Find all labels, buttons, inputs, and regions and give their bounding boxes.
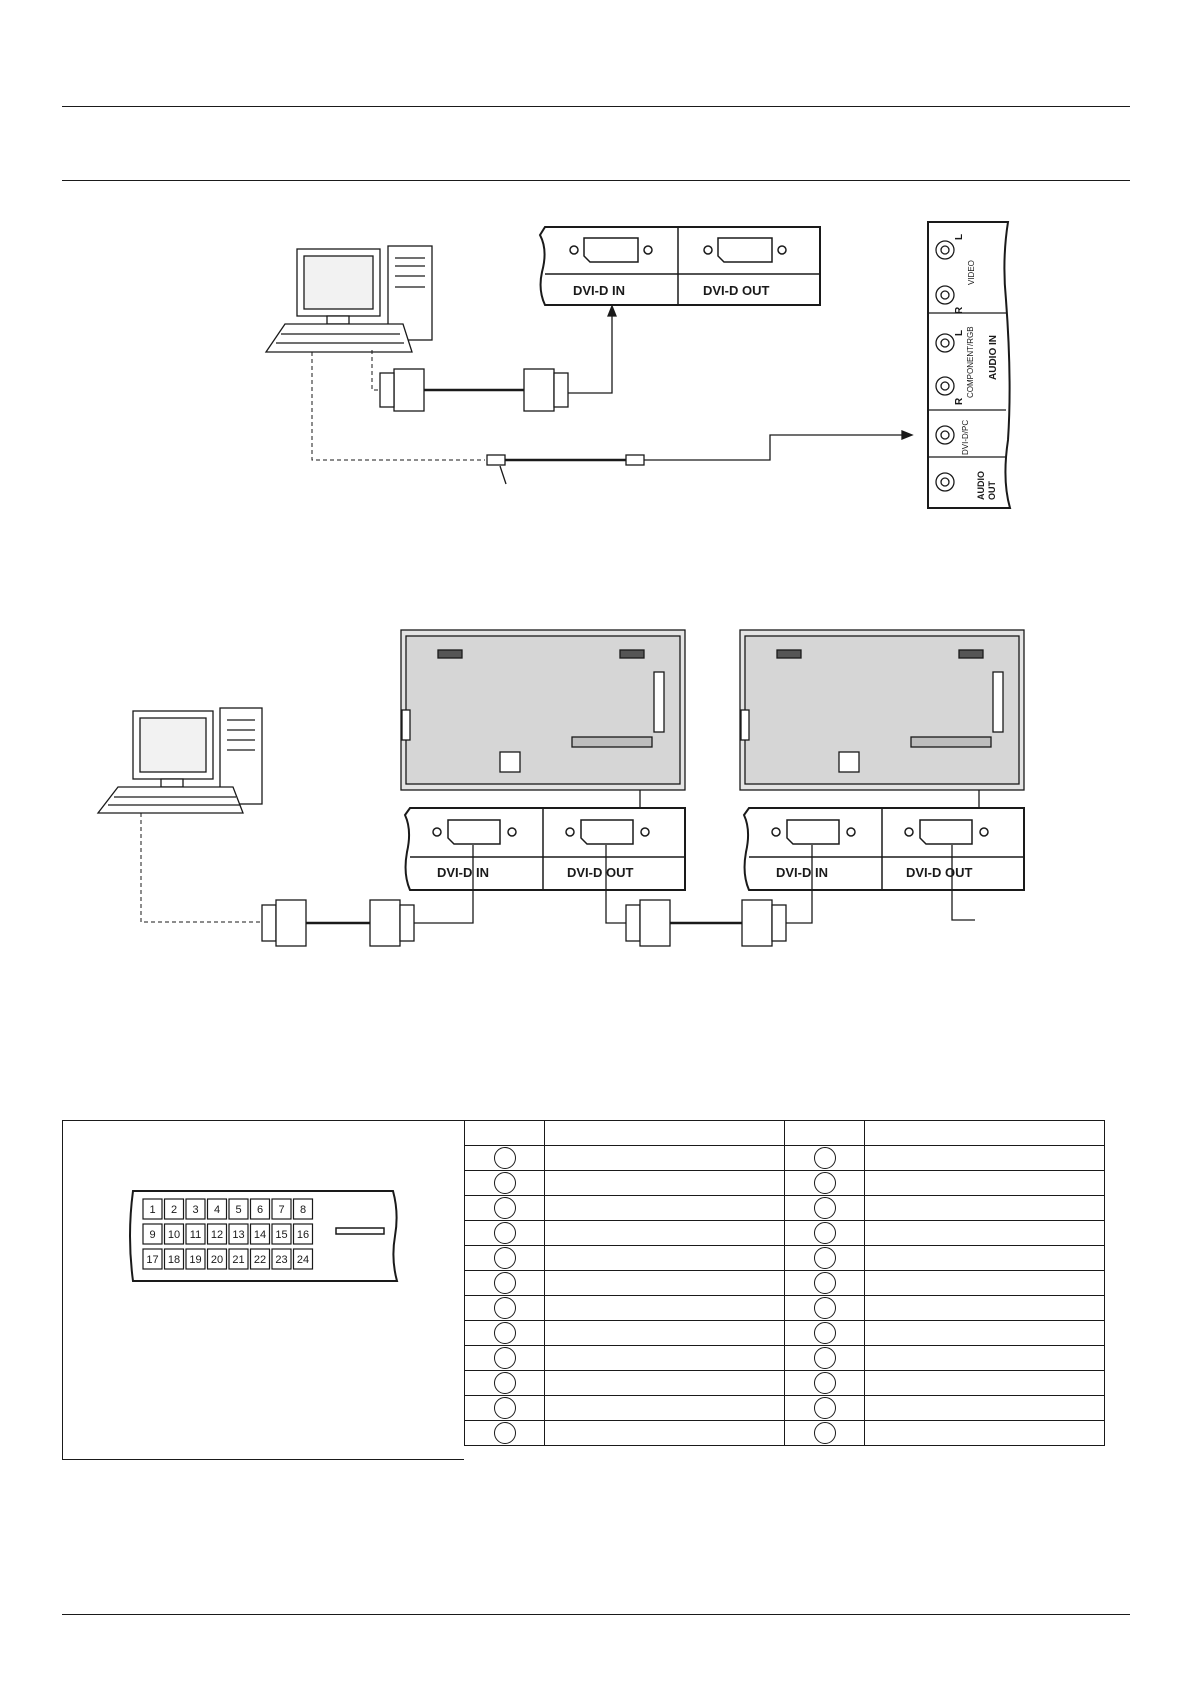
pin-circle-icon: [814, 1297, 836, 1319]
table-cell: [865, 1396, 1105, 1421]
pin-circle-icon: [494, 1347, 516, 1369]
pin-circle-icon: [494, 1222, 516, 1244]
header-cell: [865, 1121, 1105, 1146]
video-r-label: R: [954, 306, 965, 314]
table-cell: [865, 1421, 1105, 1446]
table-cell: [865, 1146, 1105, 1171]
audio-in-label: AUDIO IN: [988, 335, 999, 380]
table-cell: [545, 1171, 785, 1196]
table-row: [465, 1321, 1105, 1346]
pin-number: 9: [149, 1229, 156, 1241]
pin-circle-icon: [494, 1172, 516, 1194]
table-cell: [545, 1371, 785, 1396]
component-l-label: L: [954, 329, 965, 336]
table-cell: [865, 1171, 1105, 1196]
table-cell: [785, 1396, 865, 1421]
pin-circle-icon: [814, 1197, 836, 1219]
pin-number: 15: [275, 1229, 288, 1241]
table-row: [465, 1171, 1105, 1196]
component-r-label: R: [954, 397, 965, 405]
pin-number: 1: [149, 1204, 156, 1216]
table-cell: [545, 1246, 785, 1271]
table-cell: [465, 1221, 545, 1246]
pin-circle-icon: [494, 1422, 516, 1444]
table-cell: [785, 1421, 865, 1446]
display-1-dvi-out-label: DVI-D OUT: [567, 865, 634, 880]
table-cell: [545, 1296, 785, 1321]
pin-circle-icon: [814, 1222, 836, 1244]
pin-number: 20: [210, 1254, 224, 1266]
table-row: [465, 1146, 1105, 1171]
table-cell: [865, 1296, 1105, 1321]
pin-number: 14: [253, 1229, 267, 1241]
table-cell: [785, 1196, 865, 1221]
table-cell: [865, 1196, 1105, 1221]
pin-number: 7: [278, 1204, 285, 1216]
pin-circle-icon: [494, 1247, 516, 1269]
table-row: [465, 1296, 1105, 1321]
table-cell: [465, 1246, 545, 1271]
table-cell: [785, 1346, 865, 1371]
table-row: [465, 1221, 1105, 1246]
pin-number: 13: [232, 1229, 245, 1241]
table-cell: [785, 1321, 865, 1346]
table-cell: [465, 1196, 545, 1221]
table-cell: [785, 1271, 865, 1296]
table-cell: [545, 1221, 785, 1246]
pin-circle-icon: [494, 1322, 516, 1344]
table-cell: [865, 1371, 1105, 1396]
pin-number: 12: [210, 1229, 224, 1241]
table-cell: [465, 1146, 545, 1171]
pin-number: 21: [232, 1254, 245, 1266]
pin-number: 8: [299, 1204, 307, 1216]
table-row: [465, 1396, 1105, 1421]
table-cell: [465, 1346, 545, 1371]
display-1-terminal: [405, 790, 685, 890]
pin-circle-icon: [494, 1147, 516, 1169]
pin-number: 22: [253, 1254, 267, 1266]
pin-flat-blade: [336, 1228, 384, 1234]
table-cell: [865, 1346, 1105, 1371]
pin-number: 3: [192, 1204, 199, 1216]
dvi-pin-layout-diagram: [63, 1121, 465, 1461]
table-cell: [465, 1321, 545, 1346]
table-cell: [865, 1246, 1105, 1271]
pin-number: 18: [167, 1254, 181, 1266]
table-cell: [785, 1246, 865, 1271]
pin-circle-icon: [814, 1322, 836, 1344]
dashed-lead-chain: [141, 813, 262, 922]
pin-circle-icon: [814, 1247, 836, 1269]
component-label: COMPONENT/RGB: [966, 326, 975, 398]
table-cell: [545, 1321, 785, 1346]
table-row: [465, 1271, 1105, 1296]
table-cell: [545, 1146, 785, 1171]
pin-circle-icon: [494, 1297, 516, 1319]
pin-number: 17: [146, 1254, 159, 1266]
pin-circle-icon: [814, 1172, 836, 1194]
table-row: [465, 1346, 1105, 1371]
pin-circle-icon: [814, 1372, 836, 1394]
pin-circle-icon: [494, 1372, 516, 1394]
header-cell: [545, 1121, 785, 1146]
footer-rule: [62, 1614, 1130, 1615]
pin-number: 19: [189, 1254, 202, 1266]
table-cell: [865, 1321, 1105, 1346]
table-cell: [865, 1221, 1105, 1246]
table-cell: [465, 1421, 545, 1446]
display-1-back: [401, 630, 685, 790]
pin-circle-icon: [814, 1397, 836, 1419]
pin-number: 11: [189, 1229, 202, 1241]
table-header-row: [465, 1121, 1105, 1146]
pin-circle-icon: [494, 1197, 516, 1219]
video-label: VIDEO: [967, 260, 976, 285]
pin-number: 4: [213, 1204, 221, 1216]
pin-circle-icon: [814, 1147, 836, 1169]
display-2-terminal: [744, 790, 1024, 890]
pin-number: 10: [167, 1229, 181, 1241]
pin-layout-box: [62, 1120, 464, 1460]
table-cell: [465, 1296, 545, 1321]
pin-circle-icon: [814, 1422, 836, 1444]
pin-number: 2: [170, 1204, 178, 1216]
display-1-dvi-in-label: DVI-D IN: [437, 865, 489, 880]
pin-assignment-table: [464, 1120, 1105, 1446]
table-row: [465, 1246, 1105, 1271]
dvi-in-label: DVI-D IN: [573, 283, 625, 298]
computer-icon-2: [98, 708, 262, 813]
table-cell: [785, 1171, 865, 1196]
video-l-label: L: [954, 233, 965, 240]
display-2-dvi-in-label: DVI-D IN: [776, 865, 828, 880]
table-cell: [465, 1271, 545, 1296]
dvi-pc-label: DVI-D/PC: [961, 419, 970, 455]
pin-circle-icon: [814, 1272, 836, 1294]
table-cell: [465, 1371, 545, 1396]
header-cell: [465, 1121, 545, 1146]
header-cell: [785, 1121, 865, 1146]
table-cell: [785, 1221, 865, 1246]
pin-number: 16: [296, 1229, 310, 1241]
audio-out-label-1: AUDIO: [976, 471, 986, 500]
table-cell: [465, 1171, 545, 1196]
pin-circle-icon: [494, 1397, 516, 1419]
table-cell: [785, 1146, 865, 1171]
pin-circle-icon: [494, 1272, 516, 1294]
table-cell: [545, 1196, 785, 1221]
table-cell: [545, 1346, 785, 1371]
table-cell: [785, 1371, 865, 1396]
pin-number: 23: [275, 1254, 288, 1266]
table-cell: [545, 1421, 785, 1446]
table-row: [465, 1196, 1105, 1221]
table-cell: [865, 1271, 1105, 1296]
table-cell: [545, 1396, 785, 1421]
table-cell: [785, 1296, 865, 1321]
table-row: [465, 1421, 1105, 1446]
pin-number: 24: [296, 1254, 310, 1266]
audio-out-label-2: OUT: [987, 481, 997, 500]
dvi-out-label: DVI-D OUT: [703, 283, 770, 298]
pin-circle-icon: [814, 1347, 836, 1369]
display-2-back: [740, 630, 1024, 790]
pin-number: 5: [235, 1204, 242, 1216]
table-row: [465, 1371, 1105, 1396]
pin-number: 6: [256, 1204, 264, 1216]
table-cell: [545, 1271, 785, 1296]
display-2-dvi-out-label: DVI-D OUT: [906, 865, 973, 880]
table-cell: [465, 1396, 545, 1421]
